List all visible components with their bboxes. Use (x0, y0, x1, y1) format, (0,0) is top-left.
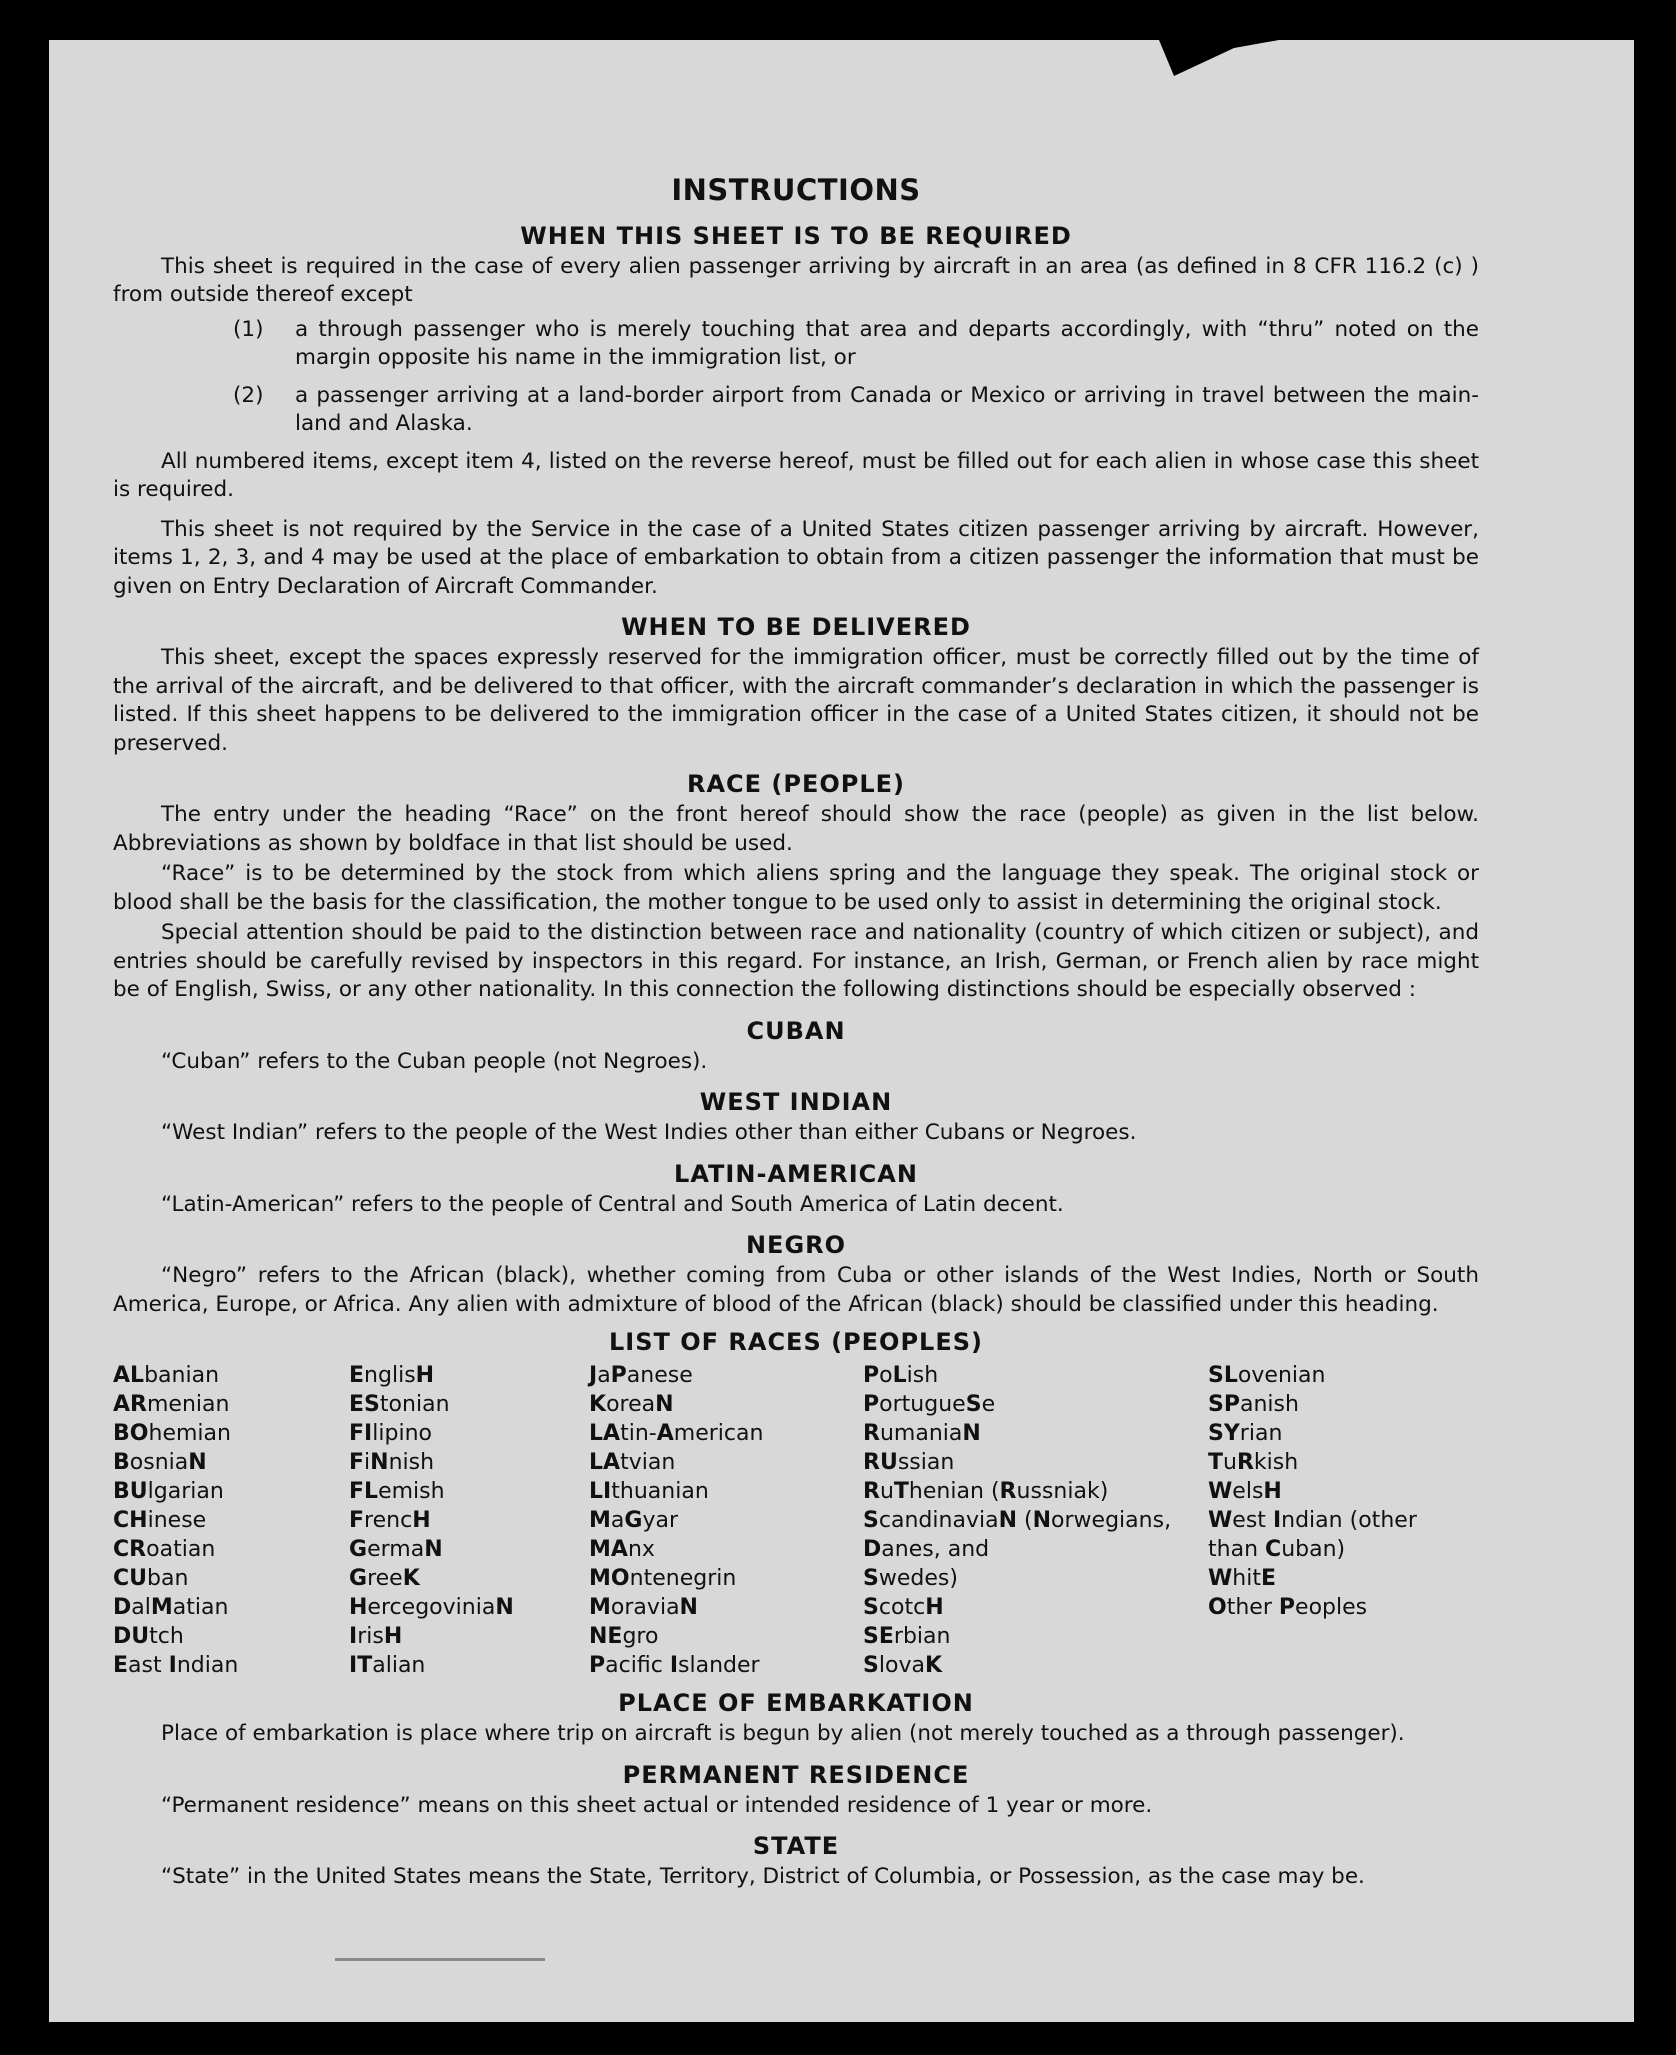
heading-residence: PERMANENT RESIDENCE (622, 1760, 970, 1789)
race-entry: HercegoviniaN (349, 1595, 514, 1620)
race-entry: Other Peoples (1208, 1595, 1368, 1620)
instructions-content (113, 173, 1479, 1903)
race-column (589, 1361, 863, 1680)
heading-when-required: WHEN THIS SHEET IS TO BE REQUIRED (520, 221, 1072, 250)
race-column (349, 1361, 589, 1680)
race-entry: ARmenian (113, 1392, 230, 1417)
race-entry: CRoatian (113, 1537, 216, 1562)
race-entry: DalMatian (113, 1595, 229, 1620)
race-entry: SLovenian (1208, 1363, 1326, 1388)
heading-embarkation: PLACE OF EMBARKATION (618, 1689, 974, 1717)
race-entry: ALbanian (113, 1363, 220, 1388)
exception-item (113, 382, 1479, 439)
race-entry: WelsH (1208, 1479, 1282, 1504)
race-entry: SPanish (1208, 1392, 1299, 1417)
race-entry: Swedes) (863, 1566, 958, 1591)
race-entry: CHinese (113, 1508, 207, 1533)
heading-cuban: CUBAN (746, 1016, 846, 1045)
race-entry: DUtch (113, 1624, 184, 1649)
race-entry: EnglisH (349, 1363, 435, 1388)
race-entry: Danes, and (863, 1537, 990, 1562)
race-entry: EStonian (349, 1392, 450, 1417)
race-entry: PoLish (863, 1363, 939, 1388)
race-column (113, 1361, 349, 1680)
delivered-paragraph: This sheet, except the spaces expressly reserved for the immigration officer, must be correctly filled out by the time of the arrival of the aircraft, and be delivered to that officer, with the aircraft commander’s declaration in which the passenger is listed. If this sheet happens to be delivered to the immigration officer in the case of a United States citizen, it should not be preserved. (113, 645, 1479, 756)
required-intro: This sheet is required in the case of every alien passenger arriving by aircraft in an area (as defined in 8 CFR 116.2 (c) ) from outside thereof except (113, 253, 1479, 307)
race-entry: MoraviaN (589, 1595, 698, 1620)
race-entry: FLemish (349, 1479, 445, 1504)
exception-text: a passenger arriving at a land-border airport from Canada or Mexico or arriving in travel between the main-land and Alaska. (295, 382, 1479, 436)
race-entry: TuRkish (1208, 1450, 1299, 1475)
page-title: INSTRUCTIONS (671, 173, 921, 207)
race-entry: GreeK (349, 1566, 420, 1591)
race-entry: SlovaK (863, 1653, 943, 1678)
race-entry: BosniaN (113, 1450, 207, 1475)
race-entry: West Indian (other (1208, 1508, 1417, 1533)
race-entry: LIthuanian (589, 1479, 709, 1504)
race-entry: GermaN (349, 1537, 443, 1562)
latin-american-definition: “Latin-American” refers to the people of Central and South America of Latin decent. (161, 1191, 1064, 1217)
heading-negro: NEGRO (745, 1231, 847, 1259)
exception-number: (2) (233, 382, 264, 408)
heading-when-delivered: WHEN TO BE DELIVERED (621, 613, 971, 641)
race-entry: RuThenian (Russniak) (863, 1479, 1109, 1504)
exception-text: a through passenger who is merely touching that area and departs accordingly, with “thru” noted on the margin opposite his name in the immigration list, or (295, 316, 1479, 370)
exception-list (113, 316, 1479, 439)
west-indian-definition: “West Indian” refers to the people of the West Indies other than either Cubans or Negroes. (161, 1120, 1137, 1145)
race-entry: JaPanese (589, 1363, 693, 1388)
race-entry: FrencH (349, 1508, 431, 1533)
race-column (863, 1361, 1208, 1680)
negro-definition: “Negro” refers to the African (black), whether coming from Cuba or other islands of the West Indies, North or South America, Europe, or Africa. Any alien with admixture of blood of the African (black) should be classified under this heading. (113, 1263, 1479, 1317)
race-entry: MAnx (589, 1537, 655, 1562)
citizen-paragraph: This sheet is not required by the Service in the case of a United States citizen passenger arriving by aircraft. However, items 1, 2, 3, and 4 may be used at the place of embarkation to obtain from a citizen passenger the information that must be given on Entry Declaration of Aircraft Commander. (113, 516, 1479, 599)
heading-latin-american: LATIN-AMERICAN (674, 1159, 918, 1188)
race-entry: ScandinaviaN (Norwegians, (863, 1508, 1172, 1533)
race-entry: Pacifc Islander (589, 1653, 760, 1678)
race-paragraph-1: The entry under the heading “Race” on the front hereof should show the race (people) as given in the list below. Abbreviations as shown by boldface in that list should be used. (113, 802, 1479, 856)
race-entry: ITalian (349, 1653, 426, 1678)
race-entry: MaGyar (589, 1508, 679, 1533)
heading-state: STATE (752, 1832, 840, 1860)
footer-rule (335, 1958, 545, 1961)
race-entry: NEgro (589, 1624, 659, 1649)
race-entry: MOntenegrin (589, 1566, 737, 1591)
cuban-definition: “Cuban” refers to the Cuban people (not Negroes). (161, 1048, 708, 1074)
race-entry: BOhemian (113, 1421, 231, 1446)
race-entry: CUban (113, 1566, 189, 1591)
race-entry: RUssian (863, 1450, 955, 1475)
residence-definition: “Permanent residence” means on this sheet actual or intended residence of 1 year or more. (161, 1792, 1153, 1818)
state-definition: “State” in the United States means the State, Territory, District of Columbia, or Possession, as the case may be. (161, 1864, 1365, 1889)
heading-race: RACE (PEOPLE) (686, 770, 906, 798)
race-entry: LAtin-American (589, 1421, 764, 1446)
numbered-items-paragraph: All numbered items, except item 4, listed on the reverse hereof, must be filled out for each alien in whose case this sheet is required. (113, 448, 1479, 502)
exception-item (113, 316, 1479, 373)
race-entry: ScotcH (863, 1595, 944, 1620)
race-entry: PortugueSe (863, 1392, 996, 1417)
race-entry: SYrian (1208, 1421, 1283, 1446)
race-entry: KoreaN (589, 1392, 674, 1417)
race-entry: SErbian (863, 1624, 951, 1649)
race-list (113, 1361, 1479, 1680)
race-column (1208, 1361, 1468, 1680)
race-paragraph-2: “Race” is to be determined by the stock from which aliens spring and the language they speak. The original stock or blood shall be the basis for the classification, the mother tongue to be used only to assist in determining the original stock. (113, 861, 1479, 915)
race-paragraph-3: Special attention should be paid to the distinction between race and nationality (country of which citizen or subject), and entries should be carefully revised by inspectors in this regard. For instance, an Irish, German, or French alien by race might be of English, Swiss, or any other nationality. In this connection the following distinctions should be especially observed : (113, 920, 1479, 1002)
embarkation-definition: Place of embarkation is place where trip on aircraft is begun by alien (not merely touched as a through passenger). (161, 1721, 1405, 1746)
race-entry: East Indian (113, 1653, 239, 1678)
race-entry: FIlipino (349, 1421, 432, 1446)
exception-number: (1) (233, 316, 264, 342)
race-entry: than Cuban) (1208, 1537, 1346, 1562)
race-entry: IrisH (349, 1624, 403, 1649)
heading-west-indian: WEST INDIAN (699, 1088, 893, 1116)
race-entry: RumaniaN (863, 1421, 981, 1446)
race-entry: LAtvian (589, 1450, 676, 1475)
heading-list-of-races: LIST OF RACES (PEOPLES) (609, 1328, 983, 1356)
race-entry: BUlgarian (113, 1479, 224, 1504)
race-entry: FiNnish (349, 1450, 435, 1475)
race-entry: WhitE (1208, 1566, 1277, 1591)
